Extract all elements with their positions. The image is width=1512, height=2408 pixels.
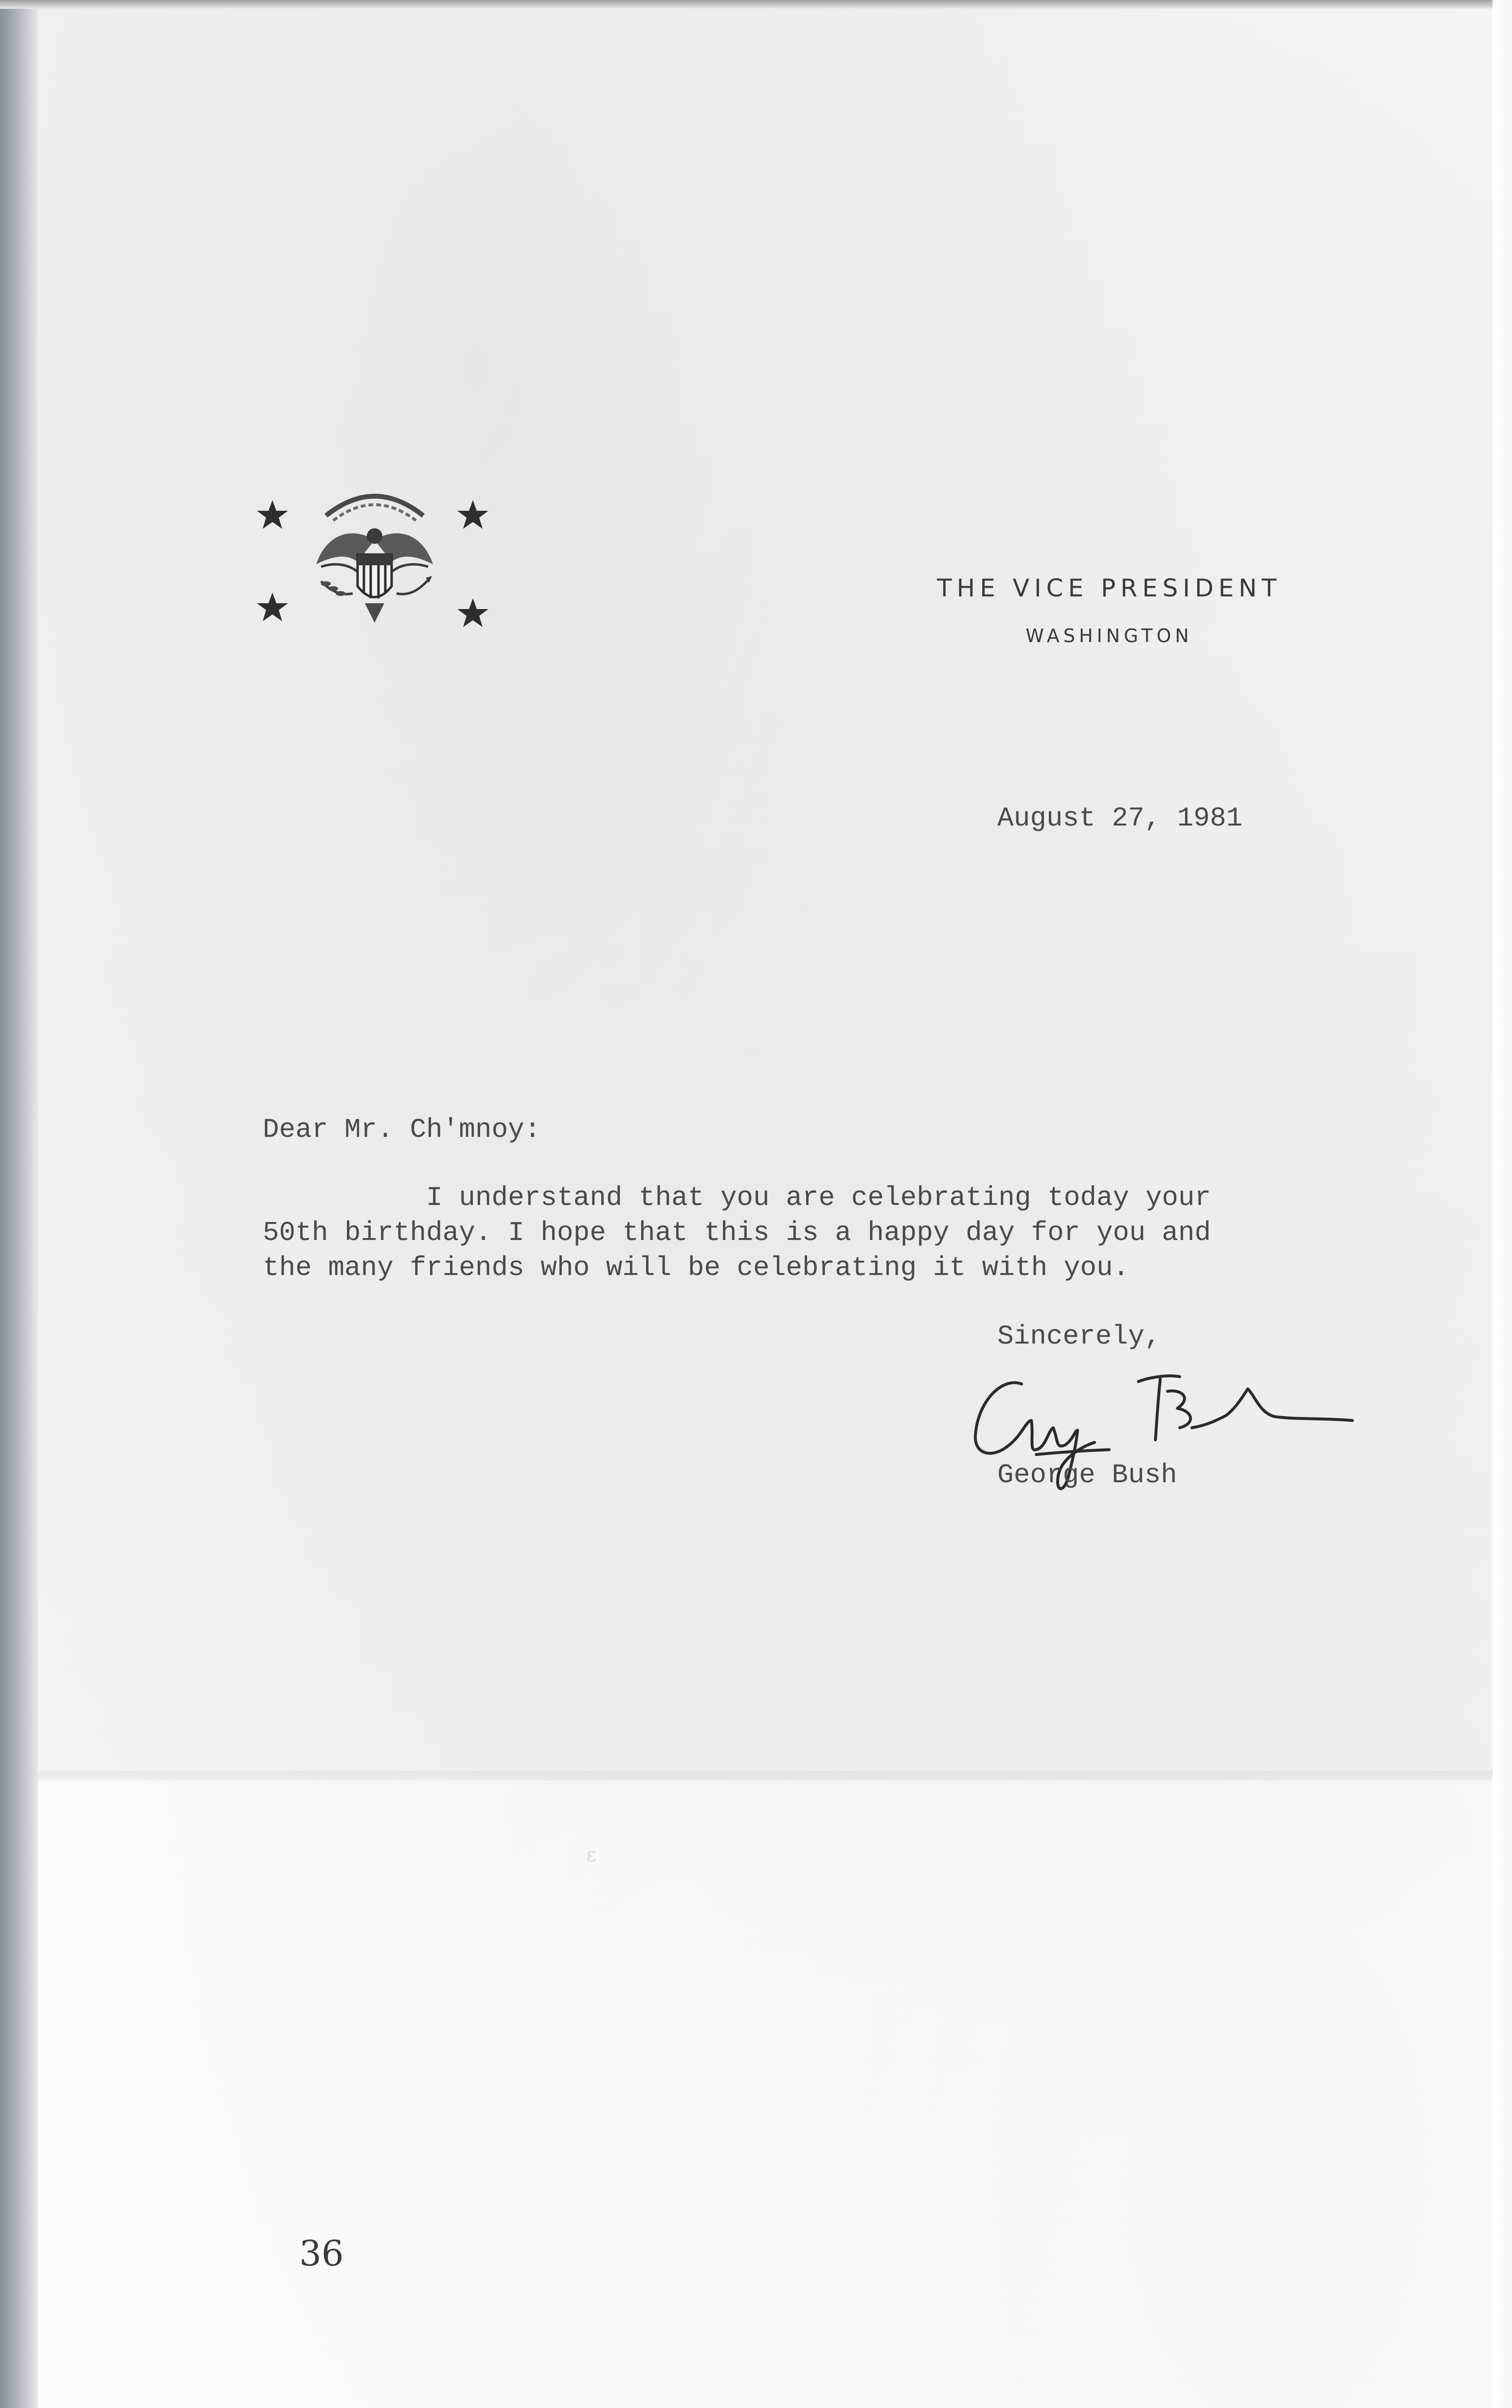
letter-body-line: the many friends who will be celebrating it with you. [263, 1252, 1130, 1283]
faint-mark: ε [586, 1844, 596, 1866]
letterhead-subtitle: WASHINGTON [1026, 625, 1193, 647]
letter-body-line: I understand that you are celebrating today your [263, 1182, 1211, 1213]
letterhead-seal [253, 482, 506, 657]
letterhead-title: THE VICE PRESIDENT [937, 574, 1281, 602]
letter-salutation: Dear Mr. Ch'mnoy: [263, 1114, 541, 1145]
scan-edge-right [1493, 0, 1512, 2408]
star-icon [257, 593, 288, 621]
letter-body-line: 50th birthday. I hope that this is a happy day for you and [263, 1217, 1211, 1248]
scan-edge-left [0, 0, 38, 2408]
letter-date: August 27, 1981 [997, 803, 1243, 834]
star-icon [257, 500, 288, 529]
letter-closing: Sincerely, [997, 1321, 1161, 1352]
page-number: 36 [299, 2233, 344, 2274]
vice-presidential-seal-icon [316, 496, 433, 623]
star-icon [457, 500, 488, 529]
typed-signatory-name: George Bush [997, 1459, 1177, 1491]
lower-sheet [38, 1780, 1493, 2408]
scan-edge-top [0, 0, 1512, 9]
star-icon [457, 598, 488, 627]
